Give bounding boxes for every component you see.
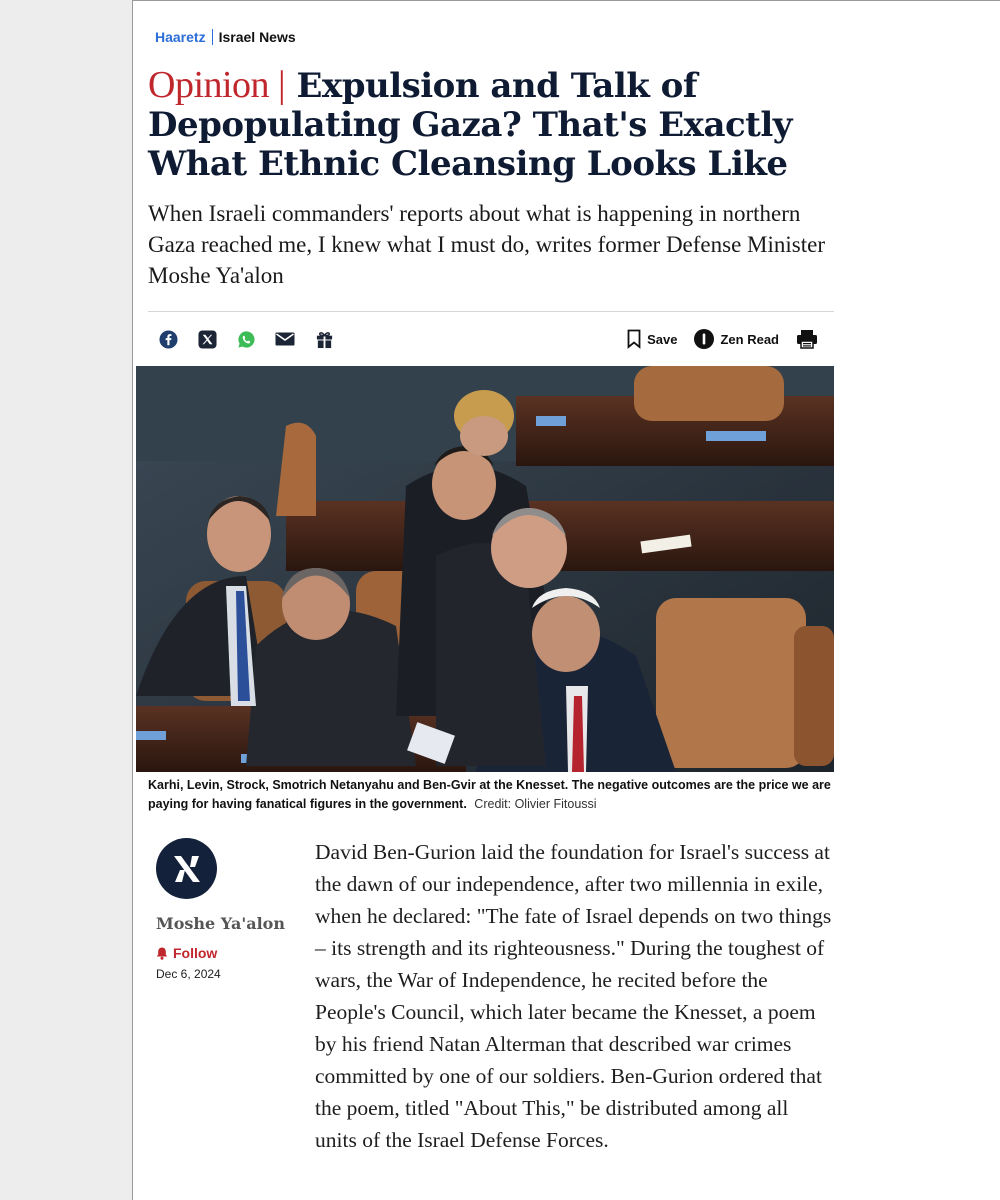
brand-link[interactable]: Haaretz <box>155 29 206 45</box>
bell-icon <box>156 947 168 960</box>
article-actions <box>610 327 824 351</box>
gift-icon[interactable] <box>314 329 334 349</box>
follow-button[interactable] <box>156 945 306 961</box>
section-link[interactable]: Israel News <box>218 29 296 45</box>
zen-read-icon <box>694 329 714 349</box>
breadcrumb <box>155 29 296 45</box>
follow-label: Follow <box>173 945 218 961</box>
left-gutter <box>0 0 133 1200</box>
caption-text: Karhi, Levin, Strock, Smotrich Netanyahu and Ben-Gvir at the Knesset. The negative outcomes are the price we are paying for having fanatical figures in the government. <box>148 778 831 811</box>
mail-icon[interactable] <box>275 329 295 349</box>
author-block <box>156 838 306 981</box>
zen-read-button[interactable] <box>694 329 779 349</box>
share-bar <box>158 328 353 350</box>
bookmark-icon <box>627 329 641 349</box>
divider <box>148 311 834 312</box>
headline-text: Expulsion and Talk of Depopulating Gaza? That's Exactly What Ethnic Cleansing Looks Like <box>148 66 793 184</box>
article-photo <box>136 366 834 772</box>
author-name[interactable]: Moshe Ya'alon <box>156 914 285 933</box>
opinion-label[interactable]: Opinion | <box>148 64 286 106</box>
facebook-icon[interactable] <box>158 329 178 349</box>
breadcrumb-separator <box>212 29 213 45</box>
x-icon[interactable] <box>197 329 217 349</box>
whatsapp-icon[interactable] <box>236 329 256 349</box>
printer-icon[interactable] <box>796 329 824 349</box>
save-button[interactable] <box>627 329 677 349</box>
page-title <box>148 66 834 184</box>
article-body: David Ben-Gurion laid the foundation for Israel's success at the dawn of our independence, after two millennia in exile, when he declared: "The fate of Israel depends on two things – its strength and its righteousness." During the toughest of wars, the War of Independence, he recited before the People's Council, which later became the Knesset, a poem by his friend Natan Alterman that described war crimes committed by one of our soldiers. Ben-Gurion ordered that the poem, titled "About This," be distributed among all units of the Israel Defense Forces. <box>315 840 832 1152</box>
publish-date: Dec 6, 2024 <box>156 967 221 981</box>
top-border <box>133 0 1000 1</box>
article-subtitle: When Israeli commanders' reports about what is happening in northern Gaza reached me, I knew what I must do, writes former Defense Minister Moshe Ya'alon <box>148 201 825 288</box>
photo-caption <box>148 776 834 814</box>
haaretz-logo-icon <box>170 852 204 886</box>
avatar[interactable] <box>156 838 217 899</box>
save-label: Save <box>647 331 678 347</box>
zen-read-label: Zen Read <box>720 331 779 347</box>
knesset-photo-illustration <box>136 366 834 772</box>
photo-credit: Credit: Olivier Fitoussi <box>474 797 597 811</box>
